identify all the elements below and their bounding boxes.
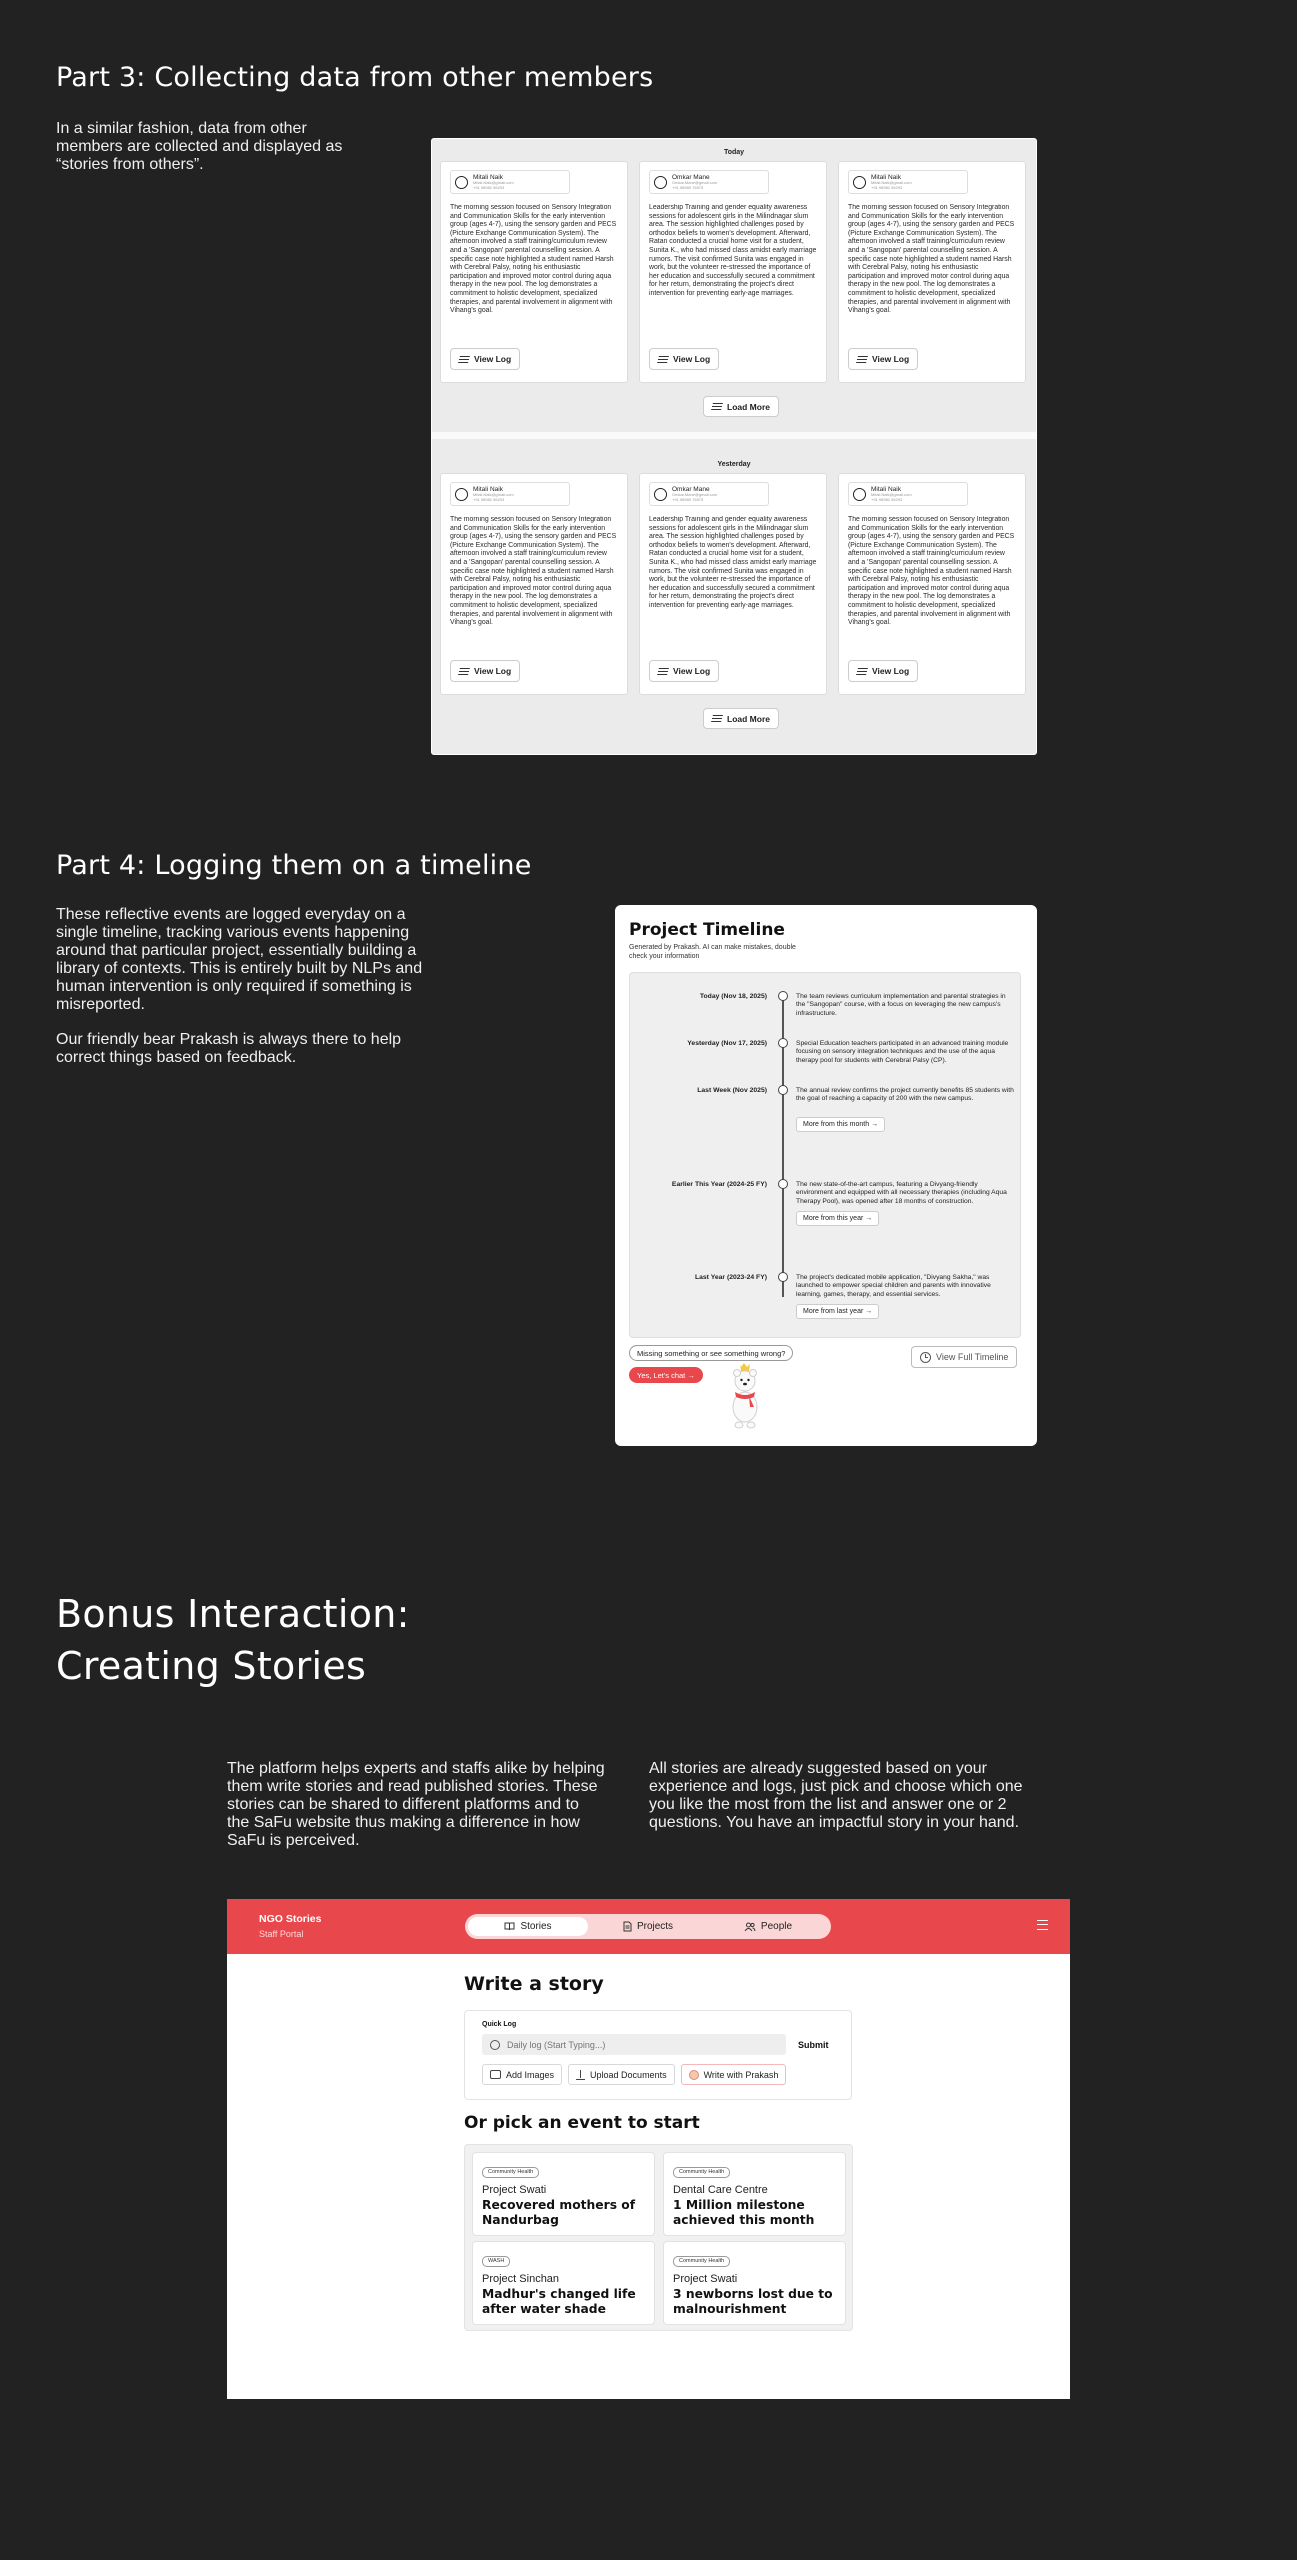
event-card[interactable] bbox=[663, 2241, 846, 2325]
story-card bbox=[440, 473, 628, 695]
story-text: The morning session focused on Sensory Integration and Communication Skills for the early intervention group (ages 4-7), using the sensory garden and PECS (Picture Exchange Communication System). The afternoon involved a staff training/curriculum review and a 'Sangopan' parental counselling session. A specific case note highlighted a student named Harsh with Cerebral Palsy, noting his enthusiastic participation and improved motor control during aqua therapy in the new pool. The log demonstrates a commitment to holistic development, specialized therapies, and parental involvement in alignment with Vihang's goal. bbox=[450, 204, 617, 315]
author-chip bbox=[450, 482, 570, 506]
event-title: Recovered mothers of Nandurbag bbox=[482, 2198, 636, 2227]
author-phone: +91 98982 56293 bbox=[871, 184, 903, 190]
story-text: Leadership Training and gender equality awareness sessions for adolescent girls in the Milindnagar slum area. The session highlighted challenges posed by orthodox beliefs to women's development. Afterward, Ratan conducted a crucial home visit for a student, Sunita K., who had missed class amidst early marriage rumors. The visit confirmed Sunita was engaged in work, but the volunteer re-stressed the importance of her education and successfully secured a commitment for her return, demonstrating the project's direct intervention for preventing early-age marriages. bbox=[649, 516, 817, 609]
timeline-title: Project Timeline bbox=[629, 920, 785, 940]
app-brand: NGO Stories bbox=[259, 1913, 322, 1925]
people-icon bbox=[744, 1922, 756, 1932]
part4-paragraph: These reflective events are logged everyday on a single timeline, tracking various events happening around that particular project, essentially building a library of contexts. This is entirely built by NLPs and human intervention is only required if something is misreported. bbox=[56, 906, 423, 1013]
image-icon bbox=[490, 2070, 501, 2079]
app-header bbox=[227, 1899, 1070, 1954]
daily-log-input[interactable] bbox=[482, 2034, 786, 2055]
upload-documents-label: Upload Documents bbox=[590, 2069, 667, 2080]
log-icon bbox=[458, 668, 470, 675]
menu-icon[interactable] bbox=[1037, 1920, 1048, 1930]
event-card[interactable] bbox=[663, 2152, 846, 2236]
event-grid bbox=[464, 2144, 853, 2331]
event-project: Project Swati bbox=[673, 2273, 738, 2285]
event-project: Project Swati bbox=[482, 2184, 547, 2196]
avatar-icon bbox=[455, 488, 468, 501]
load-more-icon bbox=[711, 403, 723, 410]
author-chip bbox=[848, 170, 968, 194]
event-title: 3 newborns lost due to malnourishment bbox=[673, 2287, 833, 2316]
timeline-date: Last Year (2023-24 FY) bbox=[694, 1274, 767, 1281]
author-phone: +91 98982 56293 bbox=[473, 496, 505, 502]
author-email: Mitali.Naik@gmail.com bbox=[871, 180, 912, 185]
author-phone: +91 98989 76575 bbox=[672, 184, 704, 190]
story-text: The morning session focused on Sensory Integration and Communication Skills for the early intervention group (ages 4-7), using the sensory garden and PECS (Picture Exchange Communication System). The afternoon involved a staff training/curriculum review and a 'Sangopan' parental counselling session. A specific case note highlighted a student named Harsh with Cerebral Palsy, noting his enthusiastic participation and improved motor control during aqua therapy in the new pool. The log demonstrates a commitment to holistic development, specialized therapies, and parental involvement in alignment with Vihang's goal. bbox=[450, 516, 617, 627]
log-icon bbox=[657, 668, 669, 675]
view-full-timeline-button[interactable] bbox=[911, 1346, 1017, 1368]
story-card bbox=[838, 161, 1026, 383]
story-card bbox=[639, 161, 827, 383]
log-icon bbox=[856, 356, 868, 363]
timeline-text: The team reviews curriculum implementation and parental strategies in the "Sangopan" course, with a focus on leveraging the new campus's infrastructure. bbox=[796, 993, 1006, 1017]
author-email: Omkar.Mane@gmail.com bbox=[672, 492, 718, 497]
view-log-label: View Log bbox=[673, 666, 711, 676]
bear-icon bbox=[689, 2070, 699, 2080]
history-icon bbox=[920, 1352, 931, 1363]
pick-event-title: Or pick an event to start bbox=[464, 2113, 700, 2133]
app-tab-bar bbox=[465, 1914, 831, 1939]
timeline-dot bbox=[778, 1179, 788, 1189]
view-full-timeline-label: View Full Timeline bbox=[936, 1352, 1009, 1362]
event-tag: Community Health bbox=[673, 2167, 730, 2178]
group-yesterday bbox=[432, 461, 1036, 695]
group-today bbox=[432, 149, 1036, 383]
part4-paragraph: Our friendly bear Prakash is always there to help correct things based on feedback. bbox=[56, 1031, 402, 1066]
bonus-heading-line: Bonus Interaction: bbox=[56, 1592, 410, 1636]
tab-people[interactable] bbox=[708, 1917, 828, 1936]
view-log-button[interactable] bbox=[848, 348, 918, 370]
event-project: Dental Care Centre bbox=[673, 2184, 768, 2196]
author-chip bbox=[848, 482, 968, 506]
author-chip bbox=[649, 170, 769, 194]
timeline-date: Yesterday (Nov 17, 2025) bbox=[687, 1040, 767, 1047]
upload-documents-button[interactable] bbox=[568, 2064, 675, 2085]
compass-icon bbox=[490, 2040, 500, 2050]
story-text: The morning session focused on Sensory Integration and Communication Skills for the early intervention group (ages 4-7), using the sensory garden and PECS (Picture Exchange Communication System). The afternoon involved a staff training/curriculum review and a 'Sangopan' parental counselling session. A specific case note highlighted a student named Harsh with Cerebral Palsy, noting his enthusiastic participation and improved motor control during aqua therapy in the new pool. The log demonstrates a commitment to holistic development, specialized therapies, and parental involvement in alignment with Vihang's goal. bbox=[848, 204, 1015, 315]
author-email: Mitali.Naik@gmail.com bbox=[473, 180, 514, 185]
timeline-list bbox=[629, 972, 1021, 1338]
view-log-label: View Log bbox=[673, 354, 711, 364]
write-with-prakash-button[interactable] bbox=[681, 2064, 787, 2085]
add-images-label: Add Images bbox=[506, 2069, 555, 2080]
submit-button[interactable]: Submit bbox=[798, 2039, 829, 2050]
timeline-text: The project's dedicated mobile application, "Divyang Sakha," was launched to empower special children and parents with innovative learning, games, therapy, and essential services. bbox=[796, 1274, 991, 1298]
stories-from-others-panel bbox=[431, 138, 1037, 755]
more-from-month-button[interactable]: More from this month → bbox=[796, 1117, 885, 1132]
timeline-date: Last Week (Nov 2025) bbox=[697, 1087, 767, 1094]
day-label: Yesterday bbox=[717, 461, 751, 468]
author-phone: +91 98989 76575 bbox=[672, 496, 704, 502]
missing-something-prompt: Missing something or see something wrong? bbox=[629, 1345, 793, 1361]
prakash-bear-icon bbox=[725, 1363, 765, 1433]
story-card bbox=[440, 161, 628, 383]
quick-log-label: Quick Log bbox=[482, 2021, 517, 2028]
view-log-button[interactable] bbox=[450, 348, 520, 370]
tab-stories[interactable] bbox=[468, 1917, 588, 1936]
ngo-stories-app bbox=[227, 1899, 1070, 2399]
tab-projects[interactable] bbox=[588, 1917, 708, 1936]
author-phone: +91 98982 56293 bbox=[871, 496, 903, 502]
event-card[interactable] bbox=[472, 2152, 655, 2236]
part4-heading: Part 4: Logging them on a timeline bbox=[56, 850, 532, 881]
event-project: Project Sinchan bbox=[482, 2273, 560, 2285]
story-card bbox=[639, 473, 827, 695]
timeline-text: Special Education teachers participated in an advanced training module focusing on sensory integration techniques and the use of the aqua therapy pool for students with Cerebral Palsy (CP). bbox=[796, 1040, 1009, 1064]
write-story-title: Write a story bbox=[464, 1973, 604, 1995]
event-title: Madhur's changed life after water shade bbox=[482, 2287, 636, 2316]
view-log-button[interactable] bbox=[848, 660, 918, 682]
timeline-dot bbox=[778, 1085, 788, 1095]
book-icon bbox=[504, 1922, 515, 1931]
log-icon bbox=[856, 668, 868, 675]
author-chip bbox=[450, 170, 570, 194]
story-card bbox=[838, 473, 1026, 695]
part4-description bbox=[56, 906, 434, 1067]
timeline-subtitle: Generated by Prakash. AI can make mistakes, double check your information bbox=[629, 944, 796, 960]
view-log-button[interactable] bbox=[649, 660, 719, 682]
tab-label: Stories bbox=[520, 1921, 552, 1932]
document-icon bbox=[623, 1921, 632, 1932]
load-more-label: Load More bbox=[727, 713, 770, 724]
load-more-button[interactable] bbox=[703, 708, 779, 729]
timeline-text: The annual review confirms the project currently benefits 85 students with the goal of reaching a capacity of 200 with the new campus. bbox=[796, 1087, 1014, 1103]
event-card[interactable] bbox=[472, 2241, 655, 2325]
avatar-icon bbox=[654, 176, 667, 189]
quick-actions bbox=[482, 2064, 786, 2085]
tab-label: Projects bbox=[636, 1921, 674, 1932]
author-chip bbox=[649, 482, 769, 506]
avatar-icon bbox=[455, 176, 468, 189]
author-name: Mitali Naik bbox=[473, 174, 503, 181]
timeline-dot bbox=[778, 1038, 788, 1048]
author-name: Mitali Naik bbox=[871, 486, 901, 493]
author-name: Omkar Mane bbox=[672, 486, 710, 493]
write-with-prakash-label: Write with Prakash bbox=[703, 2069, 779, 2080]
more-from-last-year-button[interactable]: More from last year → bbox=[796, 1304, 879, 1319]
log-icon bbox=[458, 356, 470, 363]
bonus-column-2: All stories are already suggested based on your experience and logs, just pick and choose which one you like the most from the list and answer one or 2 questions. You have an impactful story in your hand. bbox=[649, 1760, 1023, 1831]
author-name: Omkar Mane bbox=[672, 174, 710, 181]
event-tag: Community Health bbox=[482, 2167, 539, 2178]
load-more-button[interactable] bbox=[703, 396, 779, 417]
view-log-label: View Log bbox=[474, 666, 512, 676]
author-phone: +91 98982 56293 bbox=[473, 184, 505, 190]
view-log-button[interactable] bbox=[450, 660, 520, 682]
timeline-date: Today (Nov 18, 2025) bbox=[699, 993, 767, 1000]
view-log-label: View Log bbox=[872, 354, 910, 364]
author-email: Mitali.Naik@gmail.com bbox=[473, 492, 514, 497]
add-images-button[interactable] bbox=[482, 2064, 562, 2085]
more-from-year-button[interactable]: More from this year → bbox=[796, 1211, 879, 1226]
timeline-dot bbox=[778, 1272, 788, 1282]
avatar-icon bbox=[654, 488, 667, 501]
timeline-dot bbox=[778, 991, 788, 1001]
project-timeline-card bbox=[615, 905, 1037, 1446]
author-email: Omkar.Mane@gmail.com bbox=[672, 180, 718, 185]
app-portal-label: Staff Portal bbox=[259, 1929, 304, 1939]
view-log-label: View Log bbox=[872, 666, 910, 676]
load-more-icon bbox=[711, 715, 723, 722]
story-text: The morning session focused on Sensory Integration and Communication Skills for the early intervention group (ages 4-7), using the sensory garden and PECS (Picture Exchange Communication System). The afternoon involved a staff training/curriculum review and a 'Sangopan' parental counselling session. A specific case note highlighted a student named Harsh with Cerebral Palsy, noting his enthusiastic participation and improved motor control during aqua therapy in the new pool. The log demonstrates a commitment to holistic development, specialized therapies, and parental involvement in alignment with Vihang's goal. bbox=[848, 516, 1015, 627]
author-name: Mitali Naik bbox=[871, 174, 901, 181]
tab-label: People bbox=[760, 1921, 793, 1932]
bonus-column-1: The platform helps experts and staffs alike by helping them write stories and read published stories. These stories can be shared to different platforms and to the SaFu website thus making a difference in how SaFu is perceived. bbox=[227, 1760, 605, 1849]
day-label: Today bbox=[723, 149, 745, 156]
quick-log-card bbox=[464, 2010, 852, 2100]
avatar-icon bbox=[853, 176, 866, 189]
part3-heading: Part 3: Collecting data from other members bbox=[56, 62, 654, 93]
view-log-button[interactable] bbox=[649, 348, 719, 370]
part3-description: In a similar fashion, data from other members are collected and displayed as “stories from others”. bbox=[56, 120, 343, 173]
view-log-label: View Log bbox=[474, 354, 512, 364]
avatar-icon bbox=[853, 488, 866, 501]
event-title: 1 Million milestone achieved this month bbox=[673, 2198, 815, 2227]
divider bbox=[432, 432, 1036, 439]
event-tag: WASH bbox=[482, 2256, 510, 2267]
load-more-label: Load More bbox=[727, 401, 770, 412]
upload-icon bbox=[576, 2070, 585, 2080]
author-name: Mitali Naik bbox=[473, 486, 503, 493]
story-text: Leadership Training and gender equality awareness sessions for adolescent girls in the Milindnagar slum area. The session highlighted challenges posed by orthodox beliefs to women's development. Afterward, Ratan conducted a crucial home visit for a student, Sunita K., who had missed class amidst early marriage rumors. The visit confirmed Sunita was engaged in work, but the volunteer re-stressed the importance of her education and successfully secured a commitment for her return, demonstrating the project's direct intervention for preventing early-age marriages. bbox=[649, 204, 817, 297]
timeline-date: Earlier This Year (2024-25 FY) bbox=[671, 1181, 767, 1188]
chat-with-prakash-button[interactable]: Yes, Let's chat → bbox=[629, 1367, 703, 1383]
bonus-heading-line: Creating Stories bbox=[56, 1644, 367, 1688]
author-email: Mitali.Naik@gmail.com bbox=[871, 492, 912, 497]
timeline-text: The new state-of-the-art campus, featuring a Divyang-friendly environment and equipped with all necessary therapies (including Aqua Therapy Pool), was opened after 18 months of construction. bbox=[796, 1181, 1007, 1205]
event-tag: Community Health bbox=[673, 2256, 730, 2267]
log-icon bbox=[657, 356, 669, 363]
bonus-heading bbox=[56, 1588, 410, 1692]
